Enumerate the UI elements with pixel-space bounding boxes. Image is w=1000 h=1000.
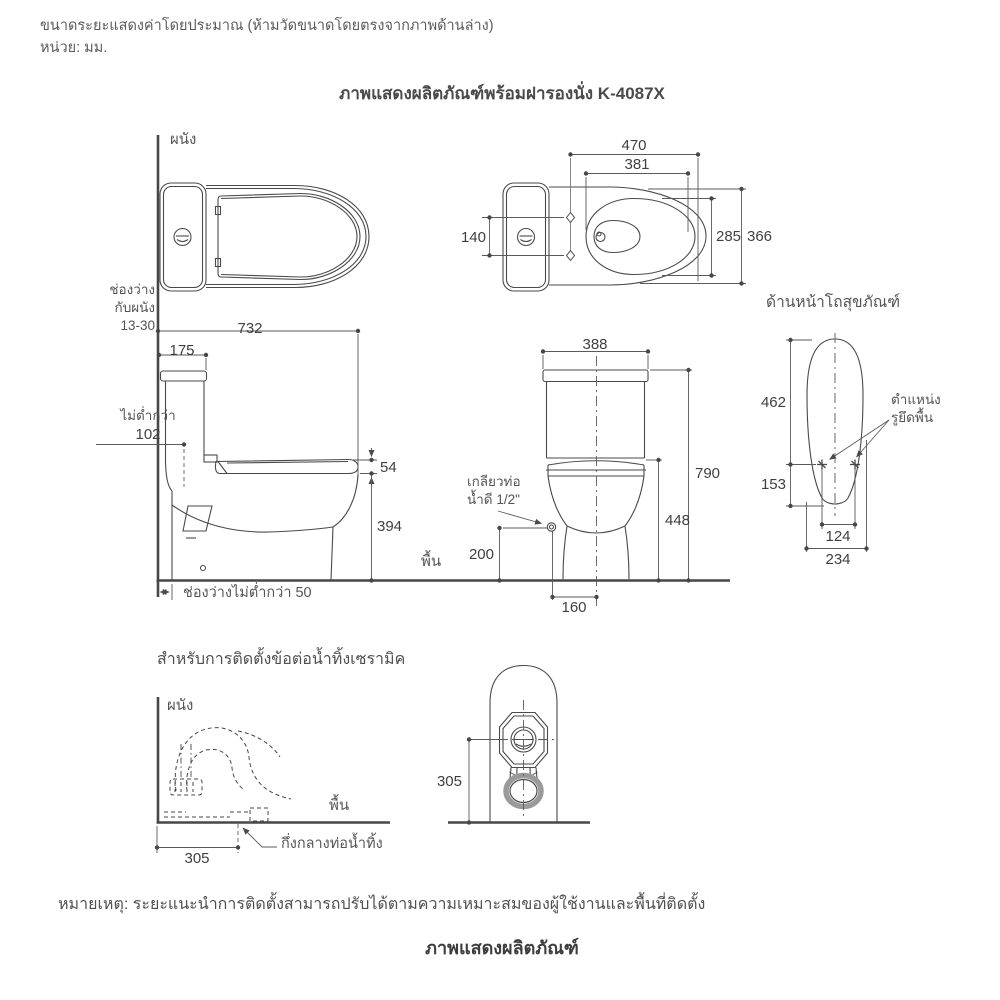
dim-102: 102: [135, 426, 161, 443]
dim-305-side: 305: [184, 850, 210, 867]
dim-381: 381: [624, 156, 650, 173]
top-view-dimension-lines: [482, 155, 746, 284]
footprint-title: ด้านหน้าโถสุขภัณฑ์: [766, 294, 901, 311]
floor-label-front: พื้น: [421, 553, 442, 570]
wall-floor-lines: [157, 135, 731, 597]
dim-285: 285: [716, 228, 742, 245]
wall-label-install: ผนัง: [167, 697, 194, 714]
dim-160: 160: [561, 599, 587, 616]
gap-label-1: ช่องว่าง: [109, 282, 155, 297]
top-view-closed-drawing: [160, 183, 369, 291]
hole-label-2: รูยึดพื้น: [891, 410, 934, 425]
dim-54: 54: [380, 459, 397, 476]
supply-label-1: เกลียวท่อ: [467, 474, 521, 489]
gap-label-2: กับผนัง: [114, 300, 155, 315]
seat-bolt-markers: [567, 158, 575, 261]
side-view-dimension-lines: [96, 331, 377, 600]
dim-732: 732: [237, 320, 263, 337]
dim-448: 448: [665, 512, 691, 529]
dim-790: 790: [695, 465, 721, 482]
install-side-drawing: [157, 697, 391, 823]
floor-label-install: พื้น: [329, 797, 350, 814]
dim-175: 175: [169, 342, 195, 359]
dim-124: 124: [825, 528, 851, 545]
dim-366: 366: [747, 228, 773, 245]
top-view-open-drawing: [503, 183, 706, 291]
dim-305-rear: 305: [436, 773, 462, 790]
dim-140: 140: [460, 229, 486, 246]
supply-label-2: น้ำดี 1/2": [467, 492, 520, 507]
dim-200: 200: [468, 546, 494, 563]
waste-center-label: กึ่งกลางท่อน้ำทิ้ง: [281, 836, 383, 852]
gap-label-3: 13-30: [120, 318, 155, 333]
dim-153: 153: [760, 476, 786, 493]
wall-label-top: ผนัง: [170, 131, 197, 148]
dim-462: 462: [760, 394, 786, 411]
dim-234: 234: [825, 551, 851, 568]
dim-388: 388: [582, 336, 608, 353]
dim-394: 394: [377, 518, 403, 535]
min-height-label: ไม่ต่ำกว่า: [120, 408, 176, 423]
approx-note: ขนาดระยะแสดงค่าโดยประมาณ (ห้ามวัดขนาดโดยตรงจากภาพด้านล่าง): [40, 18, 494, 34]
installation-title: สำหรับการติดตั้งข้อต่อน้ำทิ้งเซรามิค: [157, 651, 406, 668]
unit-note: หน่วย: มม.: [40, 40, 108, 56]
install-side-dimension-lines: [157, 824, 277, 853]
page-title: ภาพแสดงผลิตภัณฑ์พร้อมฝารองนั่ง K-4087X: [339, 84, 665, 103]
front-view-drawing: [543, 370, 648, 579]
dim-470: 470: [621, 137, 647, 154]
floor-gap-label: ช่องว่างไม่ต่ำกว่า 50: [183, 585, 312, 601]
hole-label-1: ตำแหน่ง: [891, 392, 941, 407]
footer-caption: ภาพแสดงผลิตภัณฑ์: [425, 938, 579, 958]
front-view-dimension-lines: [498, 352, 692, 611]
side-view-drawing: [161, 371, 359, 580]
footer-note: หมายเหตุ: ระยะแนะนำการติดตั้งสามารถปรับได้ตามความเหมาะสมของผู้ใช้งานและพื้นที่ติดตั้ง: [58, 896, 706, 913]
footprint-dimension-lines: [786, 333, 889, 552]
